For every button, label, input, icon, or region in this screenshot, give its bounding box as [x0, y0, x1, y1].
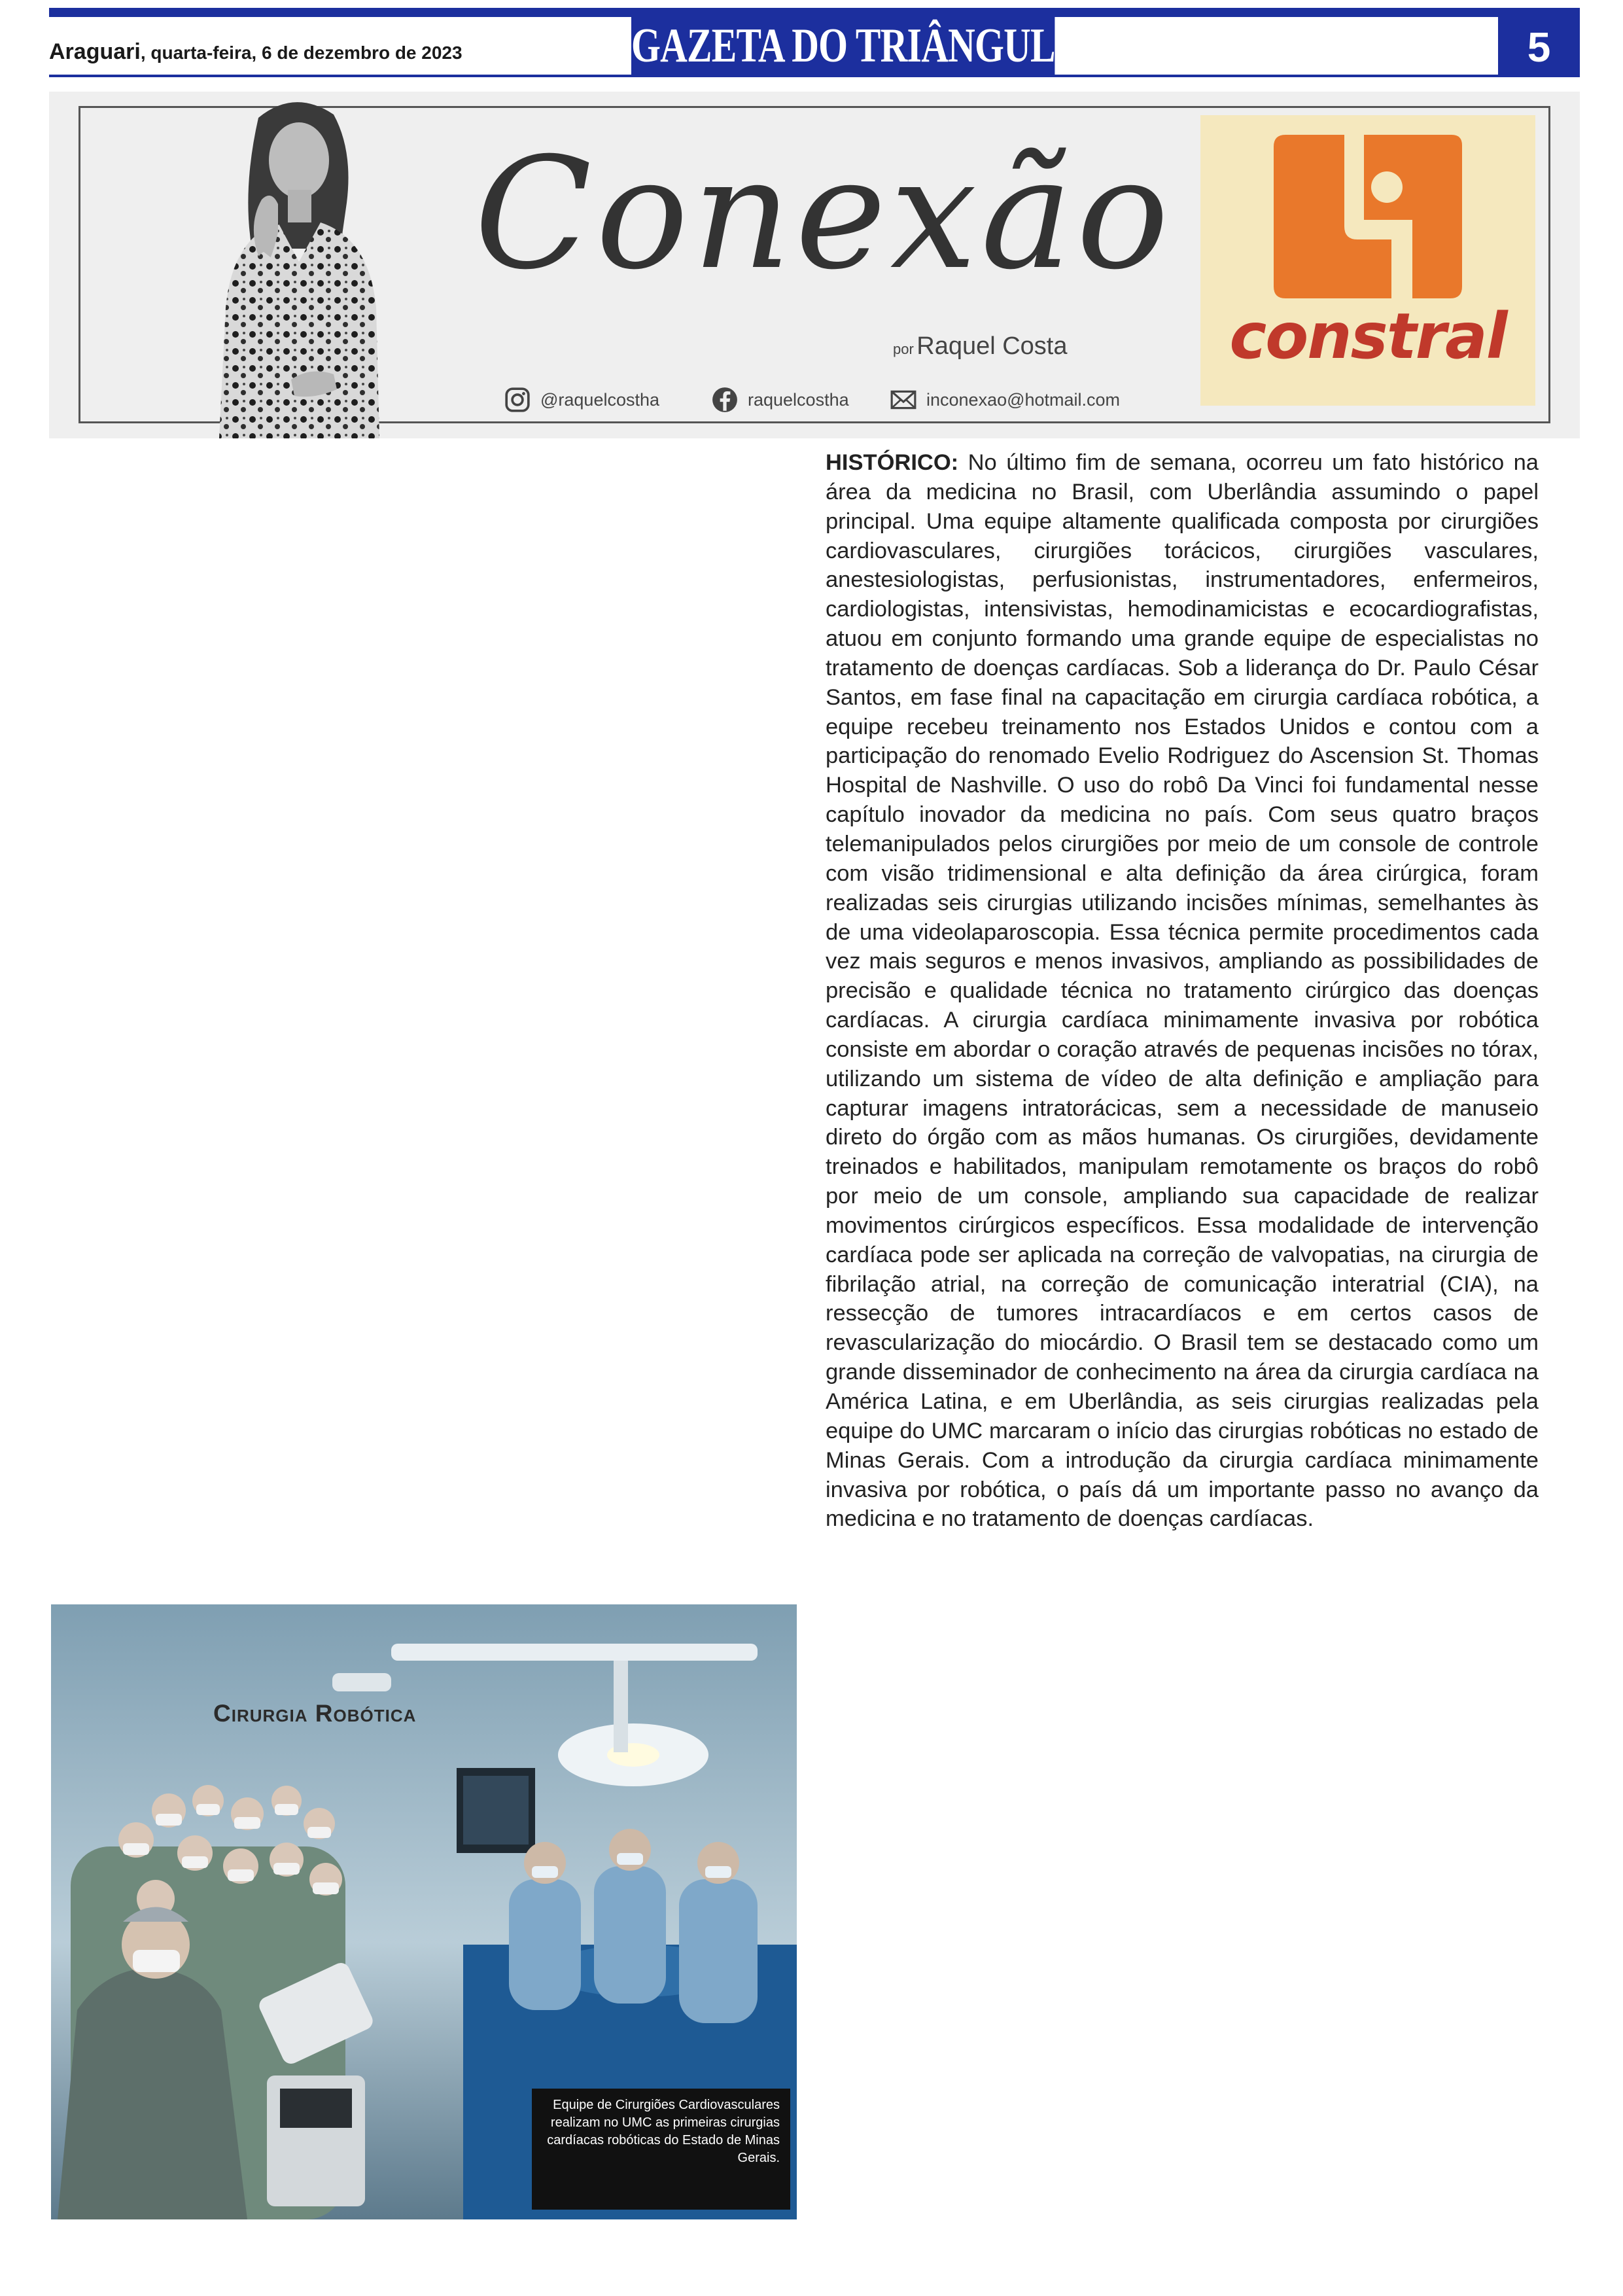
photo-caption: Equipe de Cirurgiões Cardiovasculares realizam no UMC as primeiras cirurgias cardíacas robóticas do Estado de Minas Gerais. — [532, 2089, 790, 2210]
instagram-handle[interactable] — [504, 385, 659, 415]
sponsor-logo-icon — [1274, 135, 1462, 298]
article-text: No último fim de semana, ocorreu um fato histórico na área da medicina no Brasil, com Uberlândia assumindo o papel principal. Uma equipe altamente qualificada composta por cirurgiões cardiovasculares, cirurgiões torácicos, cirurgiões vasculares, anestesiologistas, perfusionistas, instrumentadores, enfermeiros, cardiologistas, intensivistas, hemodinamicistas e ecocardiografistas, atuou em conjunto formando uma grande equipe de especialistas no tratamento de doenças cardíacas. Sob a liderança do Dr. Paulo César Santos, em fase final na capacitação em cirurgia cardíaca robótica, a equipe recebeu treinamento nos Estados Unidos e contou com a participação do renomado Evelio Rodriguez do Ascension St. Thomas Hospital de Nashville. O uso do robô Da Vinci foi fundamental nesse capítulo inovador da medicina no país. Com seus quatro braços telemanipulados pelos cirurgiões por meio de um console de controle com visão tridimensional e alta definição da área cirúrgica, foram realizadas seis cirurgias utilizando incisões mínimas, semelhantes às de uma videolaparoscopia. Essa técnica permite procedimentos cada vez mais seguros e menos invasivos, ampliando as possibilidades de precisão e qualidade técnica no tratamento cirúrgico das doenças cardíacas. A cirurgia cardíaca minimamente invasiva por robótica consiste em abordar o coração através de pequenas incisões no tórax, utilizando um sistema de vídeo de alta definição e ampliação para capturar imagens intratorácicas, sem a necessidade de manuseio direto do órgão com as mãos humanas. Os cirurgiões, devidamente treinados e habilitados, manipulam remotamente os braços do robô por meio de um console, ampliando sua capacidade de realizar movimentos cirúrgicos específicos. Essa modalidade de intervenção cardíaca pode ser aplicada na correção de valvopatias, na cirurgia de fibrilação atrial, na correção de comunicação interatrial (CIA), na ressecção de tumores intracardíacos e em certos casos de revascularização do miocárdio. O Brasil tem se destacado como um grande disseminador de conhecimento na área da cirurgia cardíaca na América Latina, e em Uberlândia, as seis cirurgias realizadas pela equipe do UMC marcaram o início das cirurgias robóticas no estado de Minas Gerais. Com a introdução da cirurgia cardíaca minimamente invasiva por robótica, o país dá um importante passo no avanço da medicina e no tratamento de doenças cardíacas. — [826, 450, 1539, 1532]
header-bottom-rule — [49, 75, 1580, 77]
email-text: inconexao@hotmail.com — [926, 389, 1121, 410]
columnist-photo — [180, 92, 415, 438]
byline-name: Raquel Costa — [916, 332, 1068, 360]
page-number: 5 — [1498, 17, 1580, 77]
edition-city: Araguari — [49, 39, 141, 64]
email-contact[interactable] — [890, 385, 1120, 415]
mail-icon — [890, 386, 917, 414]
page-header — [49, 8, 1580, 73]
edition-date: , quarta-feira, 6 de dezembro de 2023 — [140, 43, 462, 63]
sponsor-ad[interactable] — [1200, 115, 1535, 406]
column-banner — [49, 92, 1580, 438]
header-top-rule — [49, 8, 1580, 17]
instagram-text: @raquelcostha — [540, 389, 660, 410]
facebook-handle[interactable] — [711, 385, 849, 415]
instagram-icon — [504, 386, 531, 414]
byline — [893, 332, 1068, 361]
article-lead: HISTÓRICO: — [826, 450, 959, 475]
sponsor-name: constral — [1229, 300, 1507, 373]
photo-wall-label: Cirurgia Robótica — [213, 1700, 417, 1727]
edition-line — [49, 39, 462, 65]
facebook-icon — [711, 386, 739, 414]
column-title: Conexão — [474, 125, 1173, 304]
surgery-photo — [51, 1604, 797, 2219]
article-body — [826, 448, 1539, 1534]
byline-prefix: por — [893, 341, 914, 357]
facebook-text: raquelcostha — [748, 389, 849, 410]
newspaper-masthead: GAZETA DO TRIÂNGULO — [631, 17, 1055, 75]
